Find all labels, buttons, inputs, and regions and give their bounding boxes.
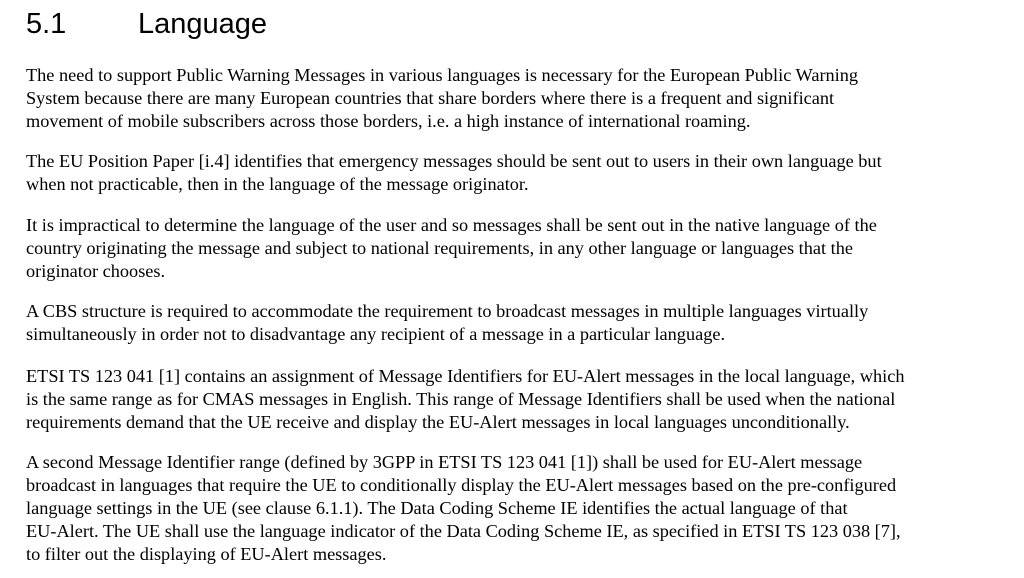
paragraph-line: A second Message Identifier range (defined by 3GPP in ETSI TS 123 041 [1]) shall be used for EU-Alert message xyxy=(26,452,863,472)
paragraph-line: originator chooses. xyxy=(26,261,166,281)
paragraph-message-identifiers xyxy=(26,365,1001,434)
paragraph-line: simultaneously in order not to disadvantage any recipient of a message in a particular language. xyxy=(26,324,726,344)
paragraph-line: language settings in the UE (see clause 6.1.1). The Data Coding Scheme IE identifies the actual language of that xyxy=(26,498,848,518)
paragraph-line: It is impractical to determine the language of the user and so messages shall be sent out in the native language of the xyxy=(26,215,877,235)
paragraph-line: ETSI TS 123 041 [1] contains an assignment of Message Identifiers for EU-Alert messages in the local language, which xyxy=(26,366,905,386)
paragraph-line: EU-Alert. The UE shall use the language indicator of the Data Coding Scheme IE, as specified in ETSI TS 123 038 [7], xyxy=(26,521,901,541)
paragraph-cbs-structure xyxy=(26,300,1001,346)
section-number: 5.1 xyxy=(26,8,67,40)
paragraph-line: to filter out the displaying of EU-Alert messages. xyxy=(26,544,387,564)
paragraph-line: requirements demand that the UE receive and display the EU-Alert messages in local languages unconditionally. xyxy=(26,412,850,432)
paragraph-line: A CBS structure is required to accommodate the requirement to broadcast messages in multiple languages virtually xyxy=(26,301,869,321)
paragraph-line: country originating the message and subject to national requirements, in any other language or languages that the xyxy=(26,238,853,258)
section-title: Language xyxy=(138,8,268,40)
paragraph-line: when not practicable, then in the language of the message originator. xyxy=(26,174,529,194)
paragraph-public-warning-languages xyxy=(26,64,1001,133)
paragraph-line: movement of mobile subscribers across those borders, i.e. a high instance of international roaming. xyxy=(26,111,751,131)
paragraph-line: The need to support Public Warning Messages in various languages is necessary for the European Public Warning xyxy=(26,65,859,85)
paragraph-line: The EU Position Paper [i.4] identifies that emergency messages should be sent out to users in their own language but xyxy=(26,151,882,171)
paragraph-line: broadcast in languages that require the UE to conditionally display the EU-Alert messages based on the pre-configured xyxy=(26,475,897,495)
paragraph-native-language xyxy=(26,214,1001,283)
paragraph-second-identifier-range xyxy=(26,451,1001,566)
paragraph-line: is the same range as for CMAS messages in English. This range of Message Identifiers shall be used when the national xyxy=(26,389,896,409)
paragraph-line: System because there are many European countries that share borders where there is a frequent and significant xyxy=(26,88,835,108)
paragraph-eu-position-paper xyxy=(26,150,1001,196)
